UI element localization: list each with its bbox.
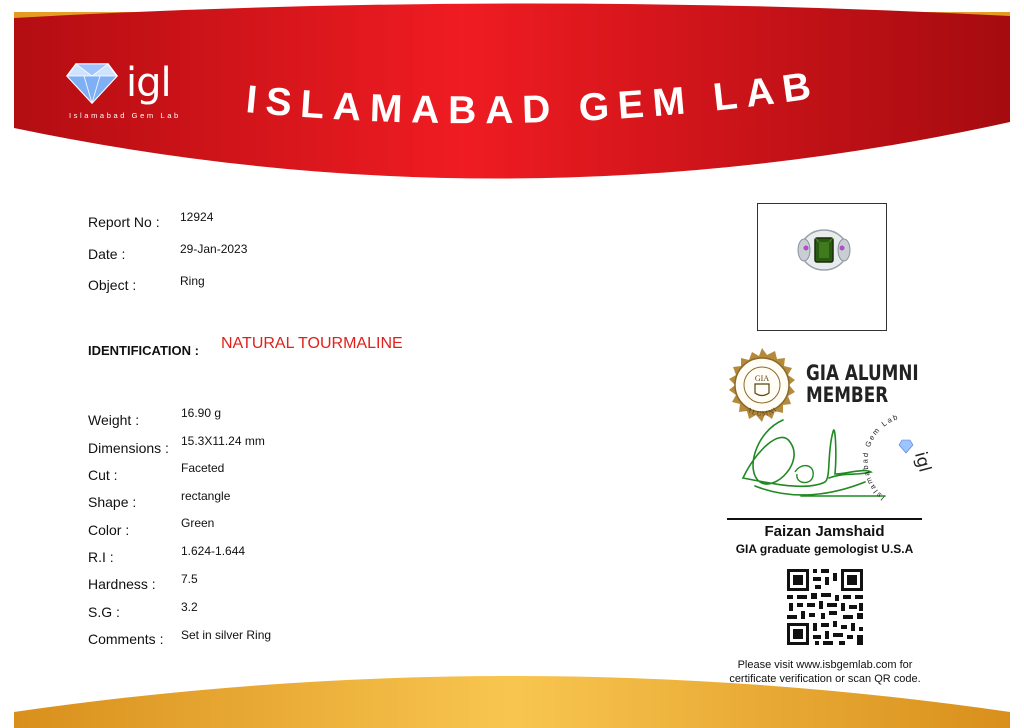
diamond-icon [66,60,118,104]
logo-text: igl [126,60,171,106]
verification-note [700,658,950,686]
date-label: Date : [88,246,126,262]
ri-value: 1.624-1.644 [181,544,246,558]
identification-value: NATURAL TOURMALINE [221,335,403,352]
weight-label: Weight : [88,412,140,428]
gia-member-line2: MEMBER [806,383,889,407]
color-value: Green [181,516,215,530]
stamp-diamond-icon [899,440,913,453]
date-value: 29-Jan-2023 [180,242,248,256]
weight-value: 16.90 g [181,406,222,420]
color-label: Color : [88,522,130,538]
comments-value: Set in silver Ring [181,628,272,642]
cut-label: Cut : [88,467,118,483]
hardness-label: Hardness : [88,576,156,592]
signature-and-stamp [735,412,955,512]
stamp-ring-text: Islamabad Gem Lab [860,412,901,503]
cut-value: Faceted [181,461,225,475]
dimensions-value: 15.3X11.24 mm [181,434,265,448]
sg-value: 3.2 [181,600,198,614]
stamp-logo-text: igl [910,449,935,475]
comments-label: Comments : [88,631,164,647]
gia-alumni-member [806,362,919,406]
signatory-name: Faizan Jamshaid [764,523,885,540]
report-no-label: Report No : [88,214,160,230]
svg-text:ALUMNI: ALUMNI [745,405,779,419]
dimensions-label: Dimensions : [88,440,169,456]
object-label: Object : [88,277,137,293]
gem-photo-frame [757,203,887,331]
object-value: Ring [180,274,205,288]
gia-member-line1: GIA ALUMNI [806,361,919,385]
ring-image [758,204,886,330]
igl-logo [66,60,196,126]
verification-line1: Please visit www.isbgemlab.com for [737,659,913,671]
report-no-value: 12924 [180,210,214,224]
sg-label: S.G : [88,604,120,620]
verification-line2: certificate verification or scan QR code. [729,673,921,685]
signatory-title: GIA graduate gemologist U.S.A [735,542,914,556]
signature-line [727,518,922,520]
hardness-value: 7.5 [181,572,198,586]
logo-subtitle: Islamabad Gem Lab [69,111,181,120]
seal-inner-text: GIA [754,374,770,383]
ri-label: R.I : [88,549,114,565]
qr-code[interactable] [785,567,865,647]
identification-label: IDENTIFICATION : [88,343,199,358]
shape-value: rectangle [181,489,231,503]
lab-title: ISLAMABAD GEM LAB [244,63,823,133]
shape-label: Shape : [88,494,137,510]
